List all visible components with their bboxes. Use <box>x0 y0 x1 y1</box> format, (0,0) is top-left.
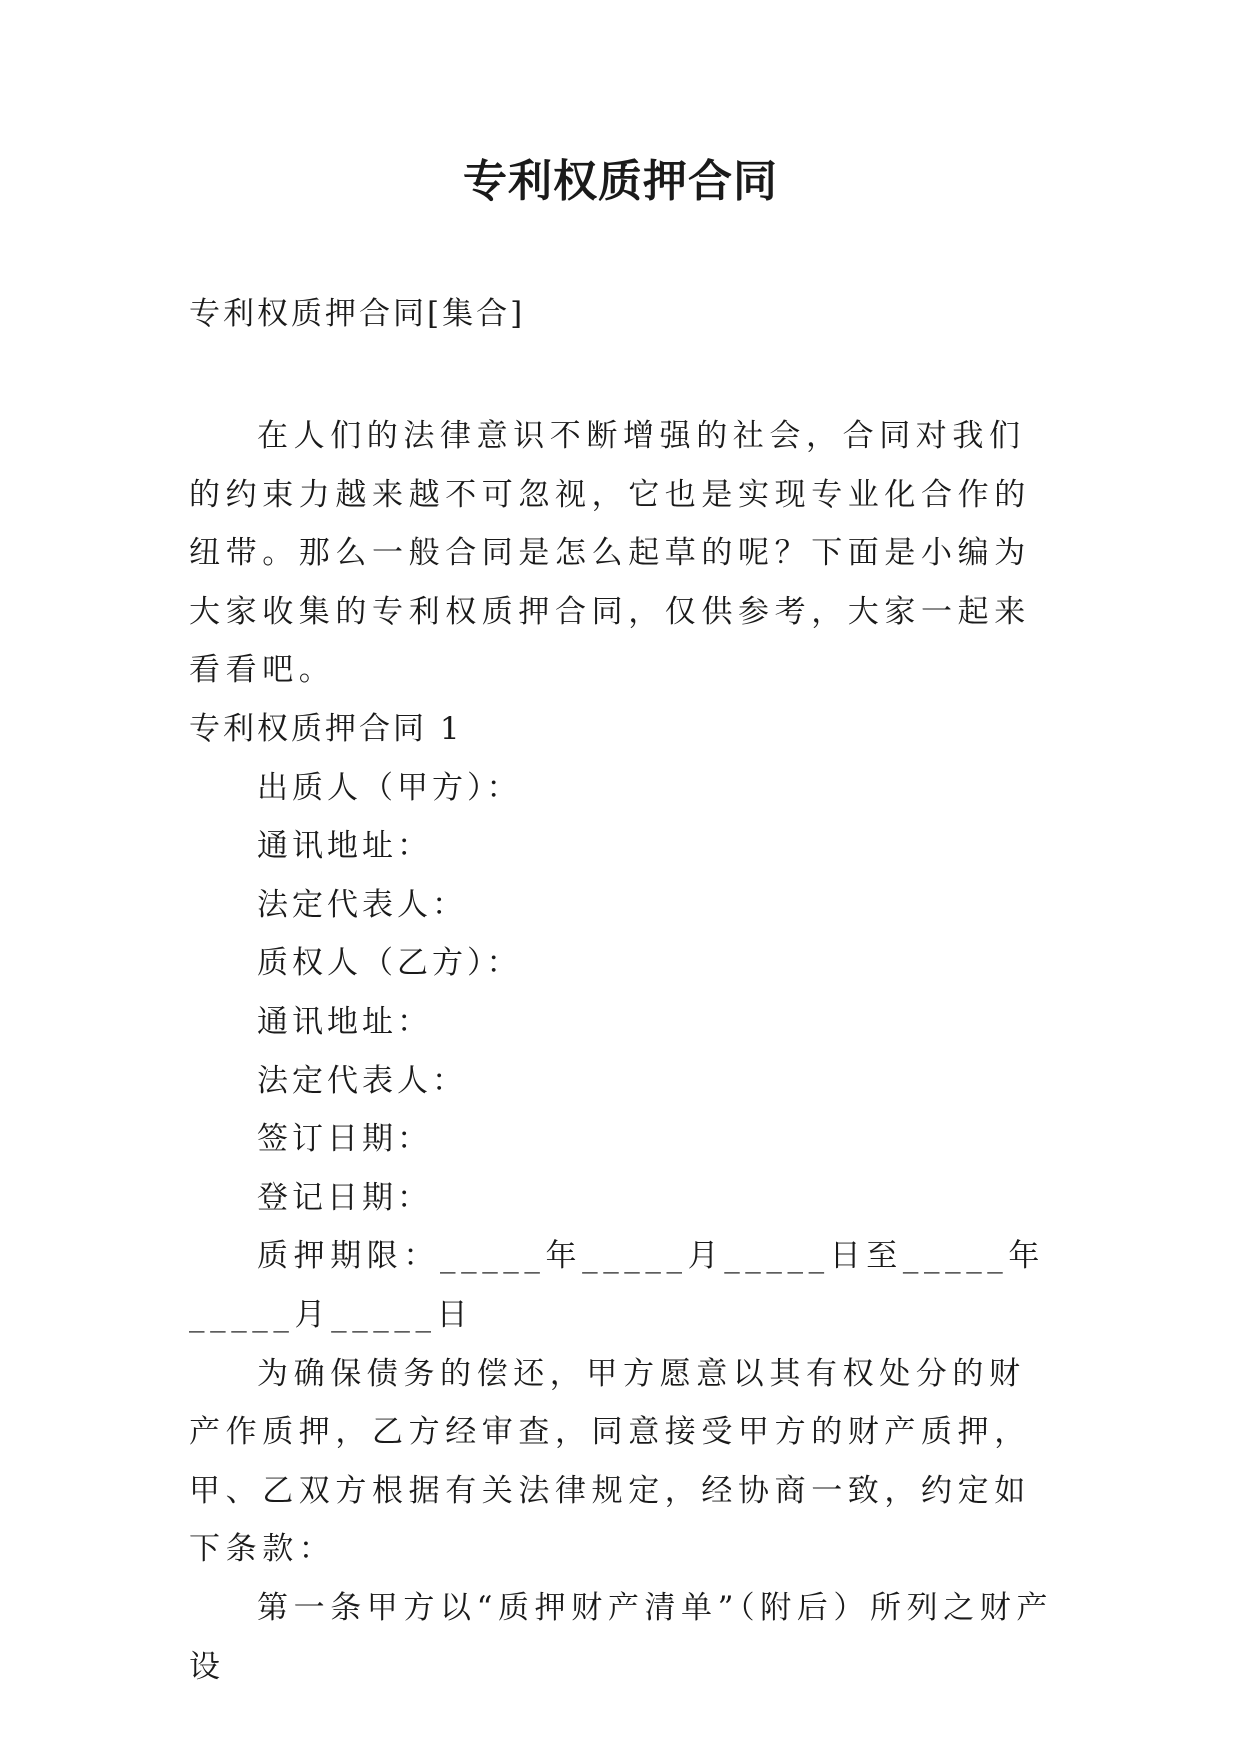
pledgor-representative-field: 法定代表人： <box>257 886 467 923</box>
contract-section-1 <box>189 700 1059 1696</box>
section-heading: 专利权质押合同 1 <box>189 711 463 747</box>
document-title: 专利权质押合同 <box>463 156 778 207</box>
document-subtitle: 专利权质押合同[集合] <box>189 296 526 332</box>
registration-date-field: 登记日期： <box>257 1179 432 1216</box>
pledgor-field: 出质人（甲方）： <box>257 769 522 806</box>
pledgee-address-field: 通讯地址： <box>257 1003 432 1040</box>
article-1-paragraph: 第一条甲方以“质押财产清单”（附后）所列之财产设 <box>189 1589 1053 1685</box>
pledgor-address-field: 通讯地址： <box>257 828 432 865</box>
pledgee-representative-field: 法定代表人： <box>257 1062 467 1099</box>
pledge-term-paragraph: 质押期限：_____年_____月_____日至_____年_____月_____日 <box>189 1238 1045 1333</box>
signing-date-field: 签订日期： <box>257 1121 432 1158</box>
pledgee-field: 质权人（乙方）： <box>257 945 522 982</box>
purpose-paragraph: 为确保债务的偿还，甲方愿意以其有权处分的财产作质押，乙方经审查，同意接受甲方的财产质押，甲、乙双方根据有关法律规定，经协商一致，约定如下条款： <box>189 1355 1031 1568</box>
intro-paragraph: 在人们的法律意识不断增强的社会，合同对我们的约束力越来越不可忽视，它也是实现专业化合作的纽带。那么一般合同是怎么起草的呢？下面是小编为大家收集的专利权质押合同，仅供参考，大家一起来看看吧。 <box>189 418 1031 689</box>
